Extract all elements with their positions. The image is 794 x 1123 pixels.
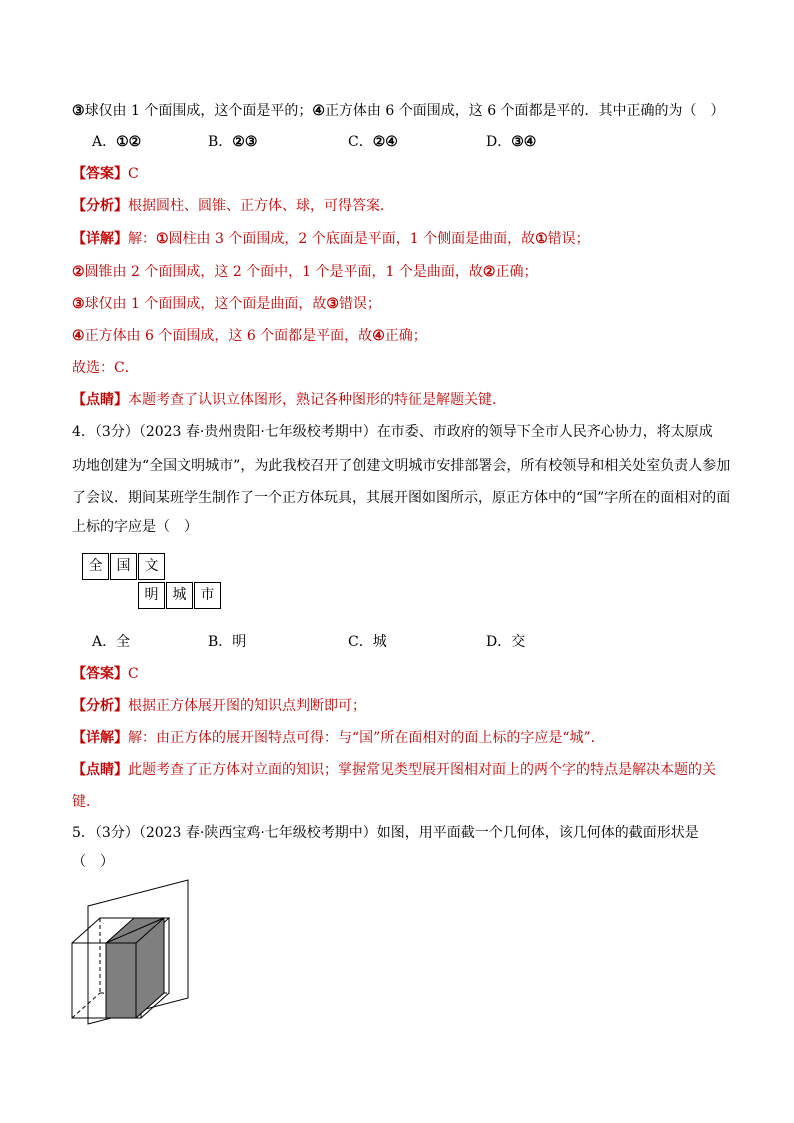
net-cell: 国 bbox=[110, 553, 137, 580]
q3-detail-line-1: 【详解】解：①圆柱由 3 个面围成，2 个底面是平面，1 个侧面是曲面，故①错误； bbox=[72, 231, 590, 247]
q4-detail: 【详解】解：由正方体的展开图特点可得：与“国”所在面相对的面上标的字应是“城”． bbox=[72, 730, 605, 746]
q3-detail-line-3: ③球仅由 1 个面围成，这个面是曲面，故③错误； bbox=[72, 296, 381, 312]
q4-stem-line-3: 了会议．期间某班学生制作了一个正方体玩具，其展开图如图所示，原正方体中的“国”字所在的面相对的面 bbox=[72, 490, 731, 506]
q4-comment-line-2: 键． bbox=[72, 794, 100, 810]
q4-option-a: A．全 bbox=[92, 634, 131, 650]
q3-option-c: C．②④ bbox=[348, 134, 398, 150]
q3-statement-part: 球仅由 1 个面围成，这个面是平的； bbox=[84, 103, 313, 119]
q4-comment-line-1: 【点睛】此题考查了正方体对立面的知识；掌握常见类型展开图相对面上的两个字的特点是解决本题的关 bbox=[72, 762, 716, 778]
q3-choose: 故选：C． bbox=[72, 360, 139, 376]
q3-analysis: 【分析】根据圆柱、圆锥、正方体、球，可得答案． bbox=[72, 198, 394, 214]
q3-statement-part: 正方体由 6 个面围成，这 6 个面都是平的．其中正确的为（ ） bbox=[324, 103, 725, 119]
q3-option-a: A．①② bbox=[92, 134, 142, 150]
q4-stem-line-1: 4．（3分）（2023 春·贵州贵阳·七年级校考期中）在市委、市政府的领导下全市人民齐心协力，将太原成 bbox=[72, 424, 713, 440]
q3-option-b: B．②③ bbox=[208, 134, 258, 150]
q3-comment: 【点睛】本题考查了认识立体图形，熟记各种图形的特征是解题关键． bbox=[72, 392, 506, 408]
net-cell: 市 bbox=[194, 582, 221, 609]
q4-option-b: B．明 bbox=[208, 634, 247, 650]
q4-answer: 【答案】C bbox=[72, 666, 139, 682]
hidden-edge bbox=[72, 993, 100, 1018]
q3-option-d: D．③④ bbox=[486, 134, 537, 150]
q4-analysis: 【分析】根据正方体展开图的知识点判断即可； bbox=[72, 698, 366, 714]
net-cell: 文 bbox=[138, 553, 165, 580]
cube-cross-section-figure bbox=[68, 878, 228, 1028]
circled-four: ④ bbox=[312, 103, 325, 119]
q3-detail-line-4: ④正方体由 6 个面围成，这 6 个面都是平面，故④正确； bbox=[72, 328, 427, 344]
q4-stem-line-4: 上标的字应是（ ） bbox=[72, 519, 198, 535]
q4-option-d: D．交 bbox=[486, 634, 526, 650]
q4-stem-line-2: 功地创建为“全国文明城市”，为此我校召开了创建文明城市安排部署会，所有校领导和相关处室负责人参加 bbox=[72, 458, 731, 474]
q3-detail-line-2: ②圆锥由 2 个面围成，这 2 个面中，1 个是平面，1 个是曲面，故②正确； bbox=[72, 264, 538, 280]
q3-statement-line bbox=[72, 101, 725, 121]
q5-stem-line-2: （ ） bbox=[72, 854, 114, 870]
circled-three: ③ bbox=[72, 103, 85, 119]
q5-stem-line-1: 5．（3分）（2023 春·陕西宝鸡·七年级校考期中）如图，用平面截一个几何体，该几何体的截面形状是 bbox=[72, 825, 699, 841]
q3-answer: 【答案】C bbox=[72, 166, 139, 182]
net-cell: 全 bbox=[82, 553, 109, 580]
q4-option-c: C．城 bbox=[348, 634, 387, 650]
net-cell: 明 bbox=[138, 582, 165, 609]
net-cell: 城 bbox=[166, 582, 193, 609]
cross-section-shaded bbox=[106, 918, 164, 1018]
